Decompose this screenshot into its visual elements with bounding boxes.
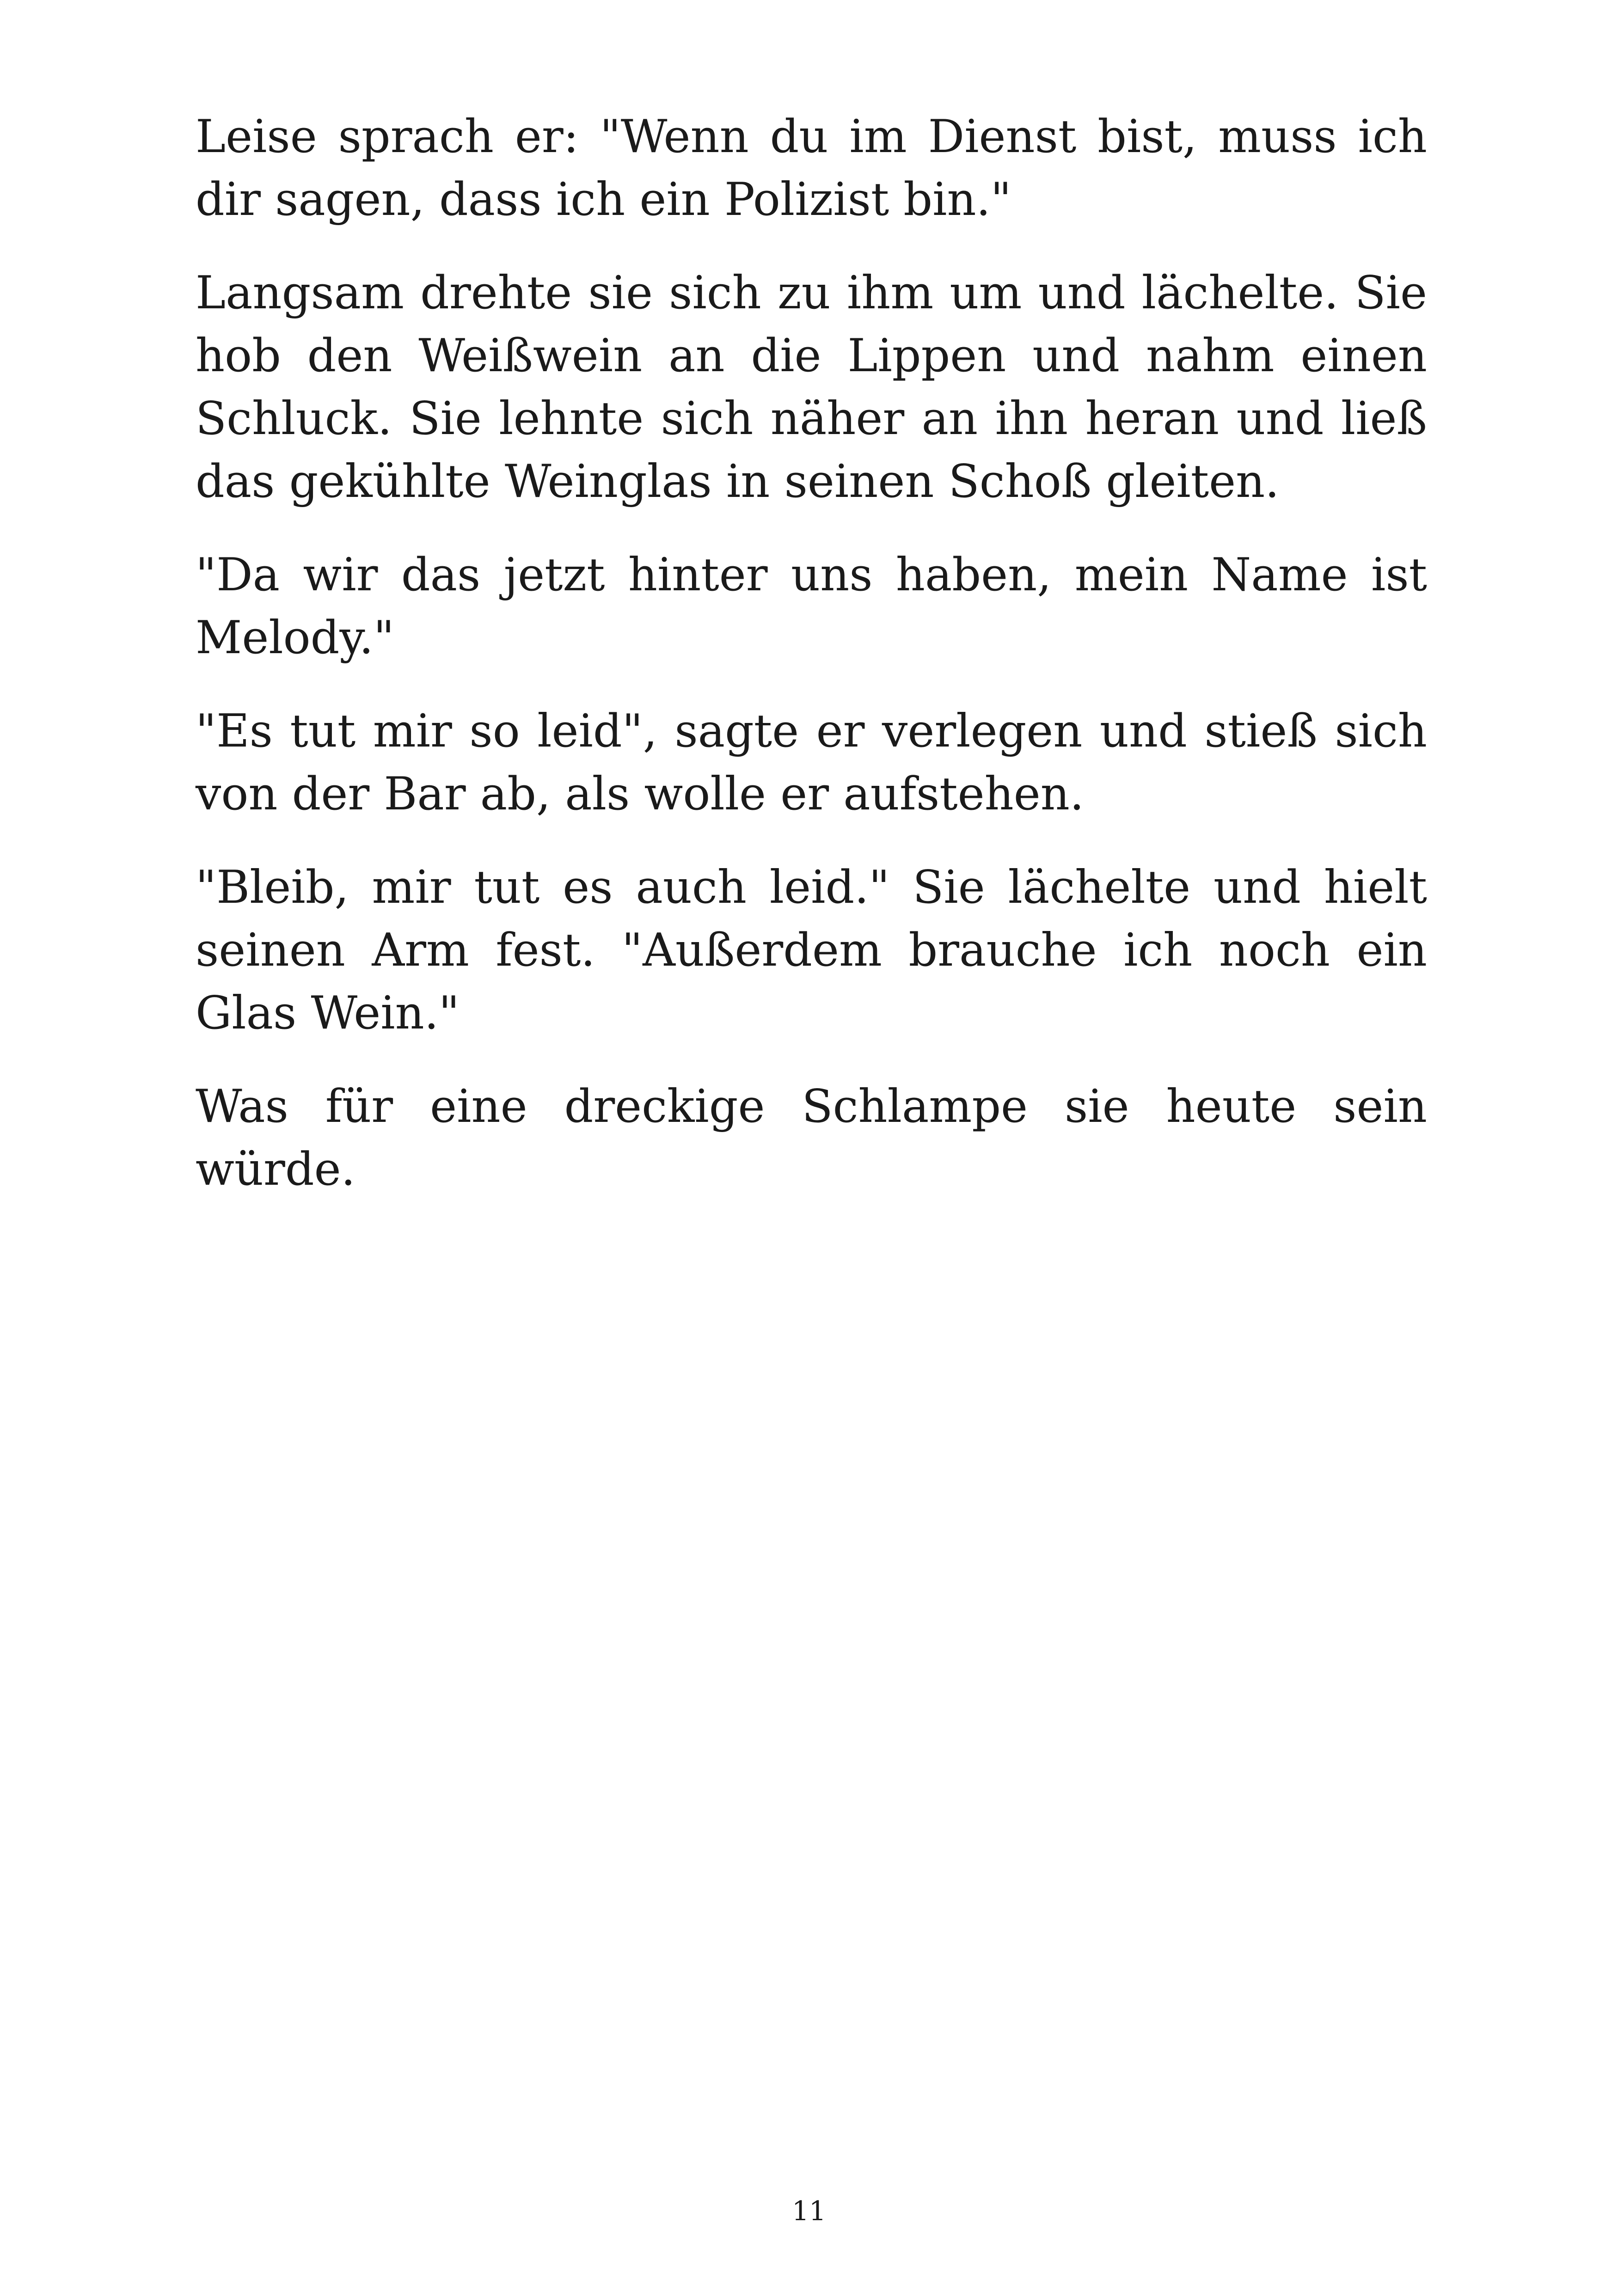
paragraph-6: Was für eine dreckige Schlampe sie heute sein würde. — [196, 1080, 1427, 1196]
paragraph-1: Leise sprach er: "Wenn du im Dienst bist, muss ich dir sagen, dass ich ein Polizist bin." — [196, 110, 1427, 226]
paragraph-4: "Es tut mir so leid", sagte er verlegen und stieß sich von der Bar ab, als wolle er aufstehen. — [196, 705, 1427, 820]
paragraph-3: "Da wir das jetzt hinter uns haben, mein Name ist Melody." — [196, 549, 1427, 664]
paragraph-5: "Bleib, mir tut es auch leid." Sie lächelte und hielt seinen Arm fest. "Außerdem brauche ich noch ein Glas Wein." — [196, 861, 1427, 1040]
paragraph-2: Langsam drehte sie sich zu ihm um und lächelte. Sie hob den Weißwein an die Lippen und nahm einen Schluck. Sie lehnte sich näher an ihn heran und ließ das gekühlte Weinglas in seinen Schoß gleiten. — [196, 267, 1427, 508]
body-text — [196, 105, 1427, 1231]
page-number: 11 — [792, 2195, 826, 2227]
